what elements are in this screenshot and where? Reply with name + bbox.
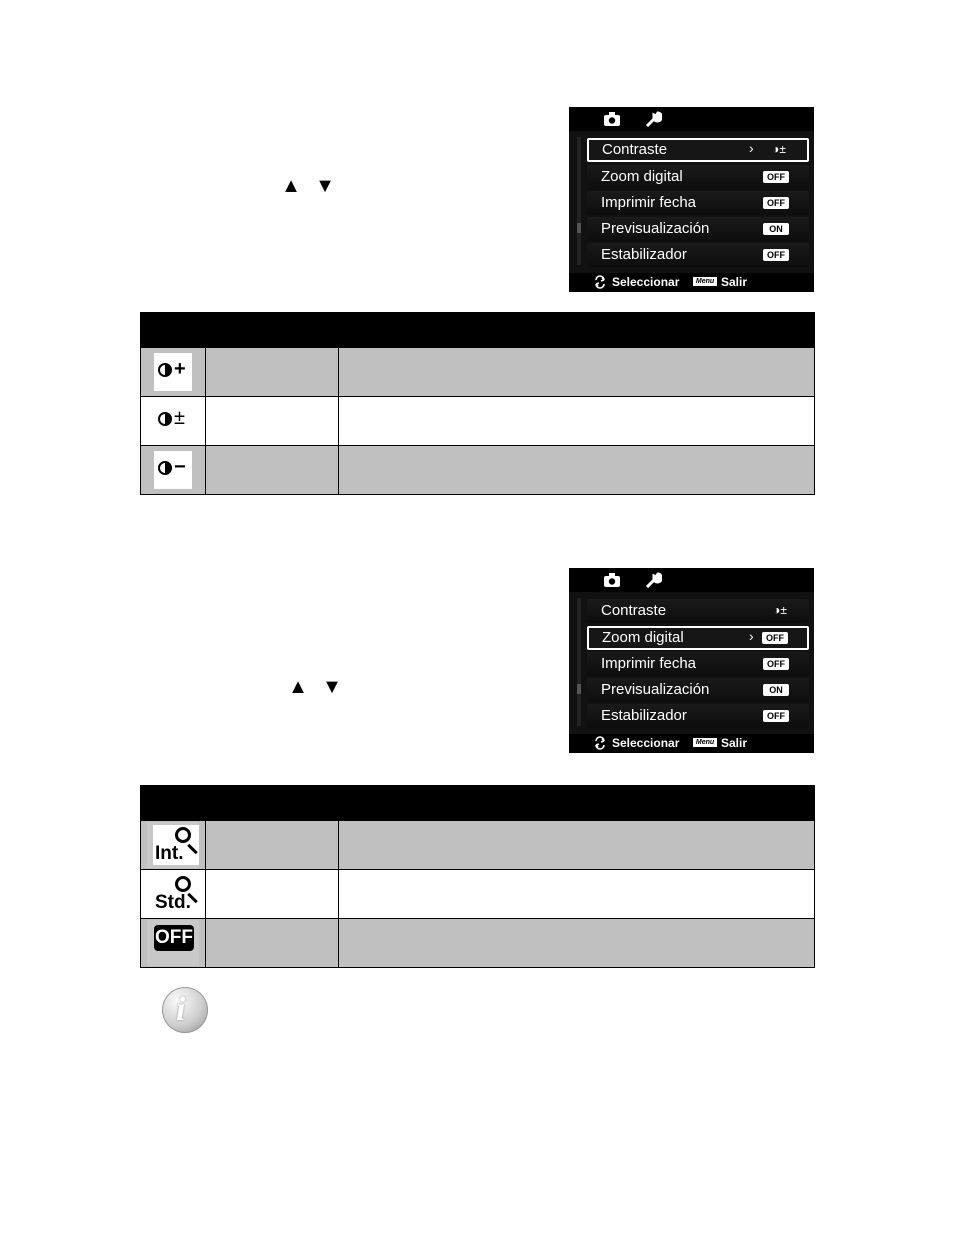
menu-item-label: Zoom digital: [602, 629, 684, 646]
table-row: [141, 446, 815, 495]
info-note-icon: i: [162, 987, 208, 1033]
menu-item-imprimir-fecha[interactable]: [587, 652, 809, 676]
menu-key-icon: Menu: [693, 738, 717, 747]
standard-zoom-icon: Std.: [147, 871, 199, 917]
value-badge: OFF: [763, 710, 789, 722]
footer-exit-label: Salir: [721, 736, 748, 750]
menu-item-label: Estabilizador: [601, 707, 687, 724]
wrench-icon: [644, 111, 662, 127]
screen-tabbar: [569, 568, 814, 592]
value-badge: ON: [763, 223, 789, 235]
wrench-icon: [644, 572, 662, 588]
footer-select-label: Seleccionar: [612, 275, 680, 289]
menu-item-contraste[interactable]: [587, 138, 809, 162]
menu-item-label: Previsualización: [601, 220, 710, 237]
table-row: [141, 821, 815, 870]
footer-select-label: Seleccionar: [612, 736, 680, 750]
value-badge: ON: [763, 684, 789, 696]
zoom-options-table: [140, 785, 815, 968]
menu-item-zoom-digital[interactable]: [587, 165, 809, 189]
navigate-updown-icon: [594, 275, 606, 289]
table-row: [141, 919, 815, 968]
table-header: [141, 313, 815, 348]
contrast-value-icon: ◑±: [772, 142, 786, 156]
up-arrow-icon: ▲: [288, 676, 308, 698]
contrast-plusminus-icon: ±: [154, 402, 192, 440]
screen-menu: [569, 592, 814, 734]
contrast-plus-icon: +: [154, 353, 192, 391]
menu-item-label: Imprimir fecha: [601, 655, 697, 672]
menu-item-label: Contraste: [602, 141, 668, 158]
contrast-value-icon: ◑±: [773, 603, 787, 617]
menu-item-label: Imprimir fecha: [601, 194, 697, 211]
intelligent-zoom-icon: Int.: [147, 822, 199, 868]
navigate-updown-icon: [594, 736, 606, 750]
menu-item-estabilizador[interactable]: [587, 704, 809, 728]
menu-item-label: Contraste: [601, 602, 667, 619]
screen-menu: [569, 131, 814, 273]
menu-scrollbar[interactable]: [577, 137, 581, 265]
screen-footer: [569, 273, 814, 292]
menu-item-label: Estabilizador: [601, 246, 687, 263]
down-arrow-icon: ▼: [315, 175, 335, 197]
up-arrow-icon: ▲: [281, 175, 301, 197]
value-badge: OFF: [763, 658, 789, 670]
table-row: [141, 348, 815, 397]
menu-key-icon: Menu: [693, 277, 717, 286]
value-badge: OFF: [763, 197, 789, 209]
contrast-options-table: [140, 312, 815, 495]
menu-item-label: Zoom digital: [601, 168, 683, 185]
camera-screen-zoom: [569, 568, 814, 753]
table-row: [141, 870, 815, 919]
chevron-right-icon: ›: [749, 140, 754, 156]
menu-item-zoom-digital[interactable]: [587, 626, 809, 650]
menu-item-estabilizador[interactable]: [587, 243, 809, 267]
table-header: [141, 786, 815, 821]
down-arrow-icon: ▼: [322, 676, 342, 698]
menu-scrollbar[interactable]: [577, 598, 581, 726]
menu-item-previsualizacion[interactable]: [587, 217, 809, 241]
menu-item-imprimir-fecha[interactable]: [587, 191, 809, 215]
camera-icon: [603, 572, 621, 588]
contrast-minus-icon: −: [154, 451, 192, 489]
screen-tabbar: [569, 107, 814, 131]
camera-screen-contrast: [569, 107, 814, 292]
value-badge: OFF: [763, 249, 789, 261]
menu-item-label: Previsualización: [601, 681, 710, 698]
menu-item-contraste[interactable]: [587, 599, 809, 623]
value-badge: OFF: [763, 171, 789, 183]
table-row: [141, 397, 815, 446]
value-badge: OFF: [762, 632, 788, 644]
off-icon: OFF: [147, 920, 199, 966]
menu-item-previsualizacion[interactable]: [587, 678, 809, 702]
camera-icon: [603, 111, 621, 127]
chevron-right-icon: ›: [749, 628, 754, 644]
screen-footer: [569, 734, 814, 753]
footer-exit-label: Salir: [721, 275, 748, 289]
up-down-arrows: [288, 677, 342, 697]
up-down-arrows: [281, 176, 335, 196]
